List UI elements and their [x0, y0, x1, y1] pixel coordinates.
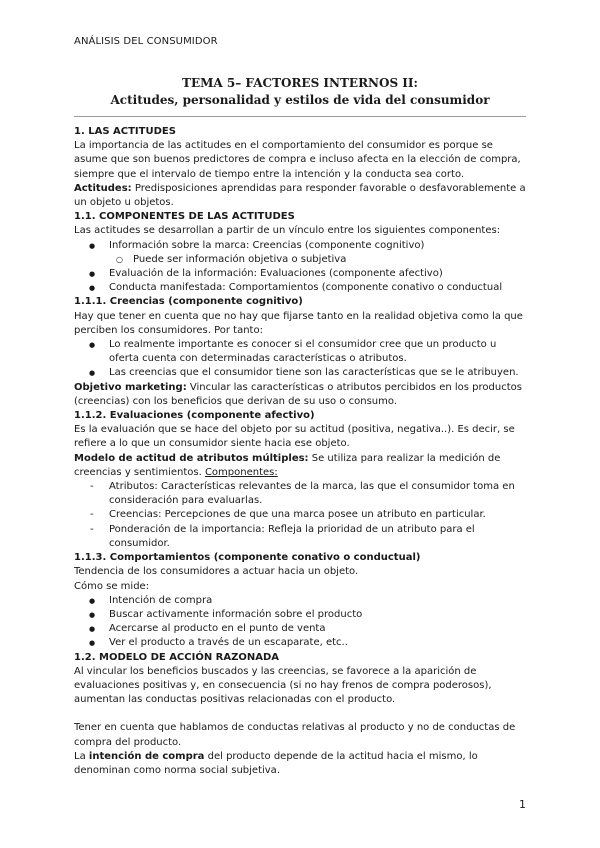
section-1-1-3-heading: 1.1.3. Comportamientos (componente conativo o conductual) — [74, 552, 421, 564]
running-header: ANÁLISIS DEL CONSUMIDOR — [74, 36, 218, 47]
section-1-1-1-paragraph: Hay que tener en cuenta que no hay que fijarse tanto en la realidad objetiva como la que perciben los consumidores. Por tanto: — [74, 310, 523, 336]
section-1-2-paragraph: Al vincular los beneficios buscados y las creencias, se favorece a la aparición de evaluaciones positivas y, en consecuencia (si no hay frenos de compra poderosos), aumentan las conductas positivas relacionadas con el producto. — [74, 665, 492, 706]
list-item: ● Las creencias que el consumidor tiene son las características que se le atribuyen. — [74, 366, 526, 380]
section-1-1-1-heading: 1.1.1. Creencias (componente cognitivo) — [74, 296, 303, 308]
creencias-list — [74, 338, 526, 381]
page-title: TEMA 5– FACTORES INTERNOS II: — [182, 76, 418, 90]
final-text: del producto depende de la actitud hacia el mismo, lo denominan como norma social subjetiva. — [74, 750, 478, 776]
section-1-paragraph: La importancia de las actitudes en el comportamiento del consumidor es porque se asume que son buenos predictores de compra e incluso afecta en la elección de compra, siempre que el intervalo de tiempo entre la intención y la conducta sea corto. — [74, 140, 521, 180]
list-item: - Ponderación de la importancia: Refleja la prioridad de un atributo para el consumidor. — [74, 523, 526, 551]
attributes-list — [74, 480, 526, 551]
list-item: ● Ver el producto a través de un escaparate, etc.. — [74, 636, 526, 650]
componentes-label: Componentes: — [204, 466, 278, 478]
final-paragraph — [74, 750, 526, 778]
page-number: 1 — [519, 798, 526, 811]
objetivo-marketing — [74, 381, 526, 409]
title-divider — [74, 116, 526, 117]
behavior-list — [74, 594, 526, 651]
list-item: ○ Puede ser información objetiva o subjetiva — [74, 253, 526, 267]
list-item: ● Conducta manifestada: Comportamientos (componente conativo o conductual — [74, 281, 526, 295]
actitudes-text: Predisposiciones aprendidas para responder favorable o desfavorablemente a un objeto u objetos. — [74, 182, 526, 209]
section-1-2-paragraph-2: Tener en cuenta que hablamos de conductas relativas al producto y no de conductas de compra del producto. — [74, 722, 516, 748]
list-item: - Creencias: Percepciones de que una marca posee un atributo en particular. — [74, 508, 526, 522]
document-body — [74, 125, 526, 778]
list-item: ● Acercarse al producto en el punto de venta — [74, 622, 526, 636]
list-item: ● Información sobre la marca: Creencias (componente cognitivo) — [74, 239, 526, 253]
components-list — [74, 239, 526, 296]
spacer — [74, 707, 526, 721]
actitudes-definition — [74, 182, 526, 210]
modelo-text: Se utiliza para realizar la medición de creencias y sentimientos. — [74, 452, 501, 478]
objetivo-text: Vincular las características o atributos percibidos en los productos (creencias) con los beneficios que derivan de su uso o consumo. — [74, 381, 522, 407]
intencion-compra-label: intención de compra — [88, 750, 205, 762]
section-1-heading: 1. LAS ACTITUDES — [74, 126, 176, 137]
section-1-1-heading: 1.1. COMPONENTES DE LAS ACTITUDES — [74, 211, 295, 223]
final-prefix: La — [74, 750, 89, 762]
list-item: ● Lo realmente importante es conocer si el consumidor cree que un producto u oferta cuenta con determinadas características o atributos. — [74, 338, 526, 366]
section-1-2-heading: 1.2. MODELO DE ACCIÓN RAZONADA — [74, 651, 280, 663]
modelo-label: Modelo de actitud de atributos múltiples: — [74, 452, 309, 464]
page-subtitle: Actitudes, personalidad y estilos de vida del consumidor — [110, 93, 490, 107]
objetivo-label: Objetivo marketing: — [74, 381, 187, 393]
section-1-1-intro: Las actitudes se desarrollan a partir de un vínculo entre los siguientes componentes: — [74, 225, 501, 237]
actitudes-label: Actitudes: — [74, 182, 132, 194]
list-item: ● Intención de compra — [74, 594, 526, 608]
list-item: ● Evaluación de la información: Evaluaciones (componente afectivo) — [74, 267, 526, 281]
section-1-1-2-paragraph: Es la evaluación que se hace del objeto por su actitud (positiva, negativa..). Es decir, se refiere a lo que un consumidor siente hacia ese objeto. — [74, 424, 515, 450]
list-item: ● Buscar activamente información sobre el producto — [74, 608, 526, 622]
list-item: - Atributos: Características relevantes de la marca, las que el consumidor toma en consideración para evaluarlas. — [74, 480, 526, 508]
section-1-1-3-line2: Cómo se mide: — [74, 580, 150, 592]
section-1-1-2-heading: 1.1.2. Evaluaciones (componente afectivo) — [74, 410, 315, 422]
modelo-paragraph — [74, 452, 526, 480]
section-1-1-3-line1: Tendencia de los consumidores a actuar hacia un objeto. — [74, 566, 359, 578]
